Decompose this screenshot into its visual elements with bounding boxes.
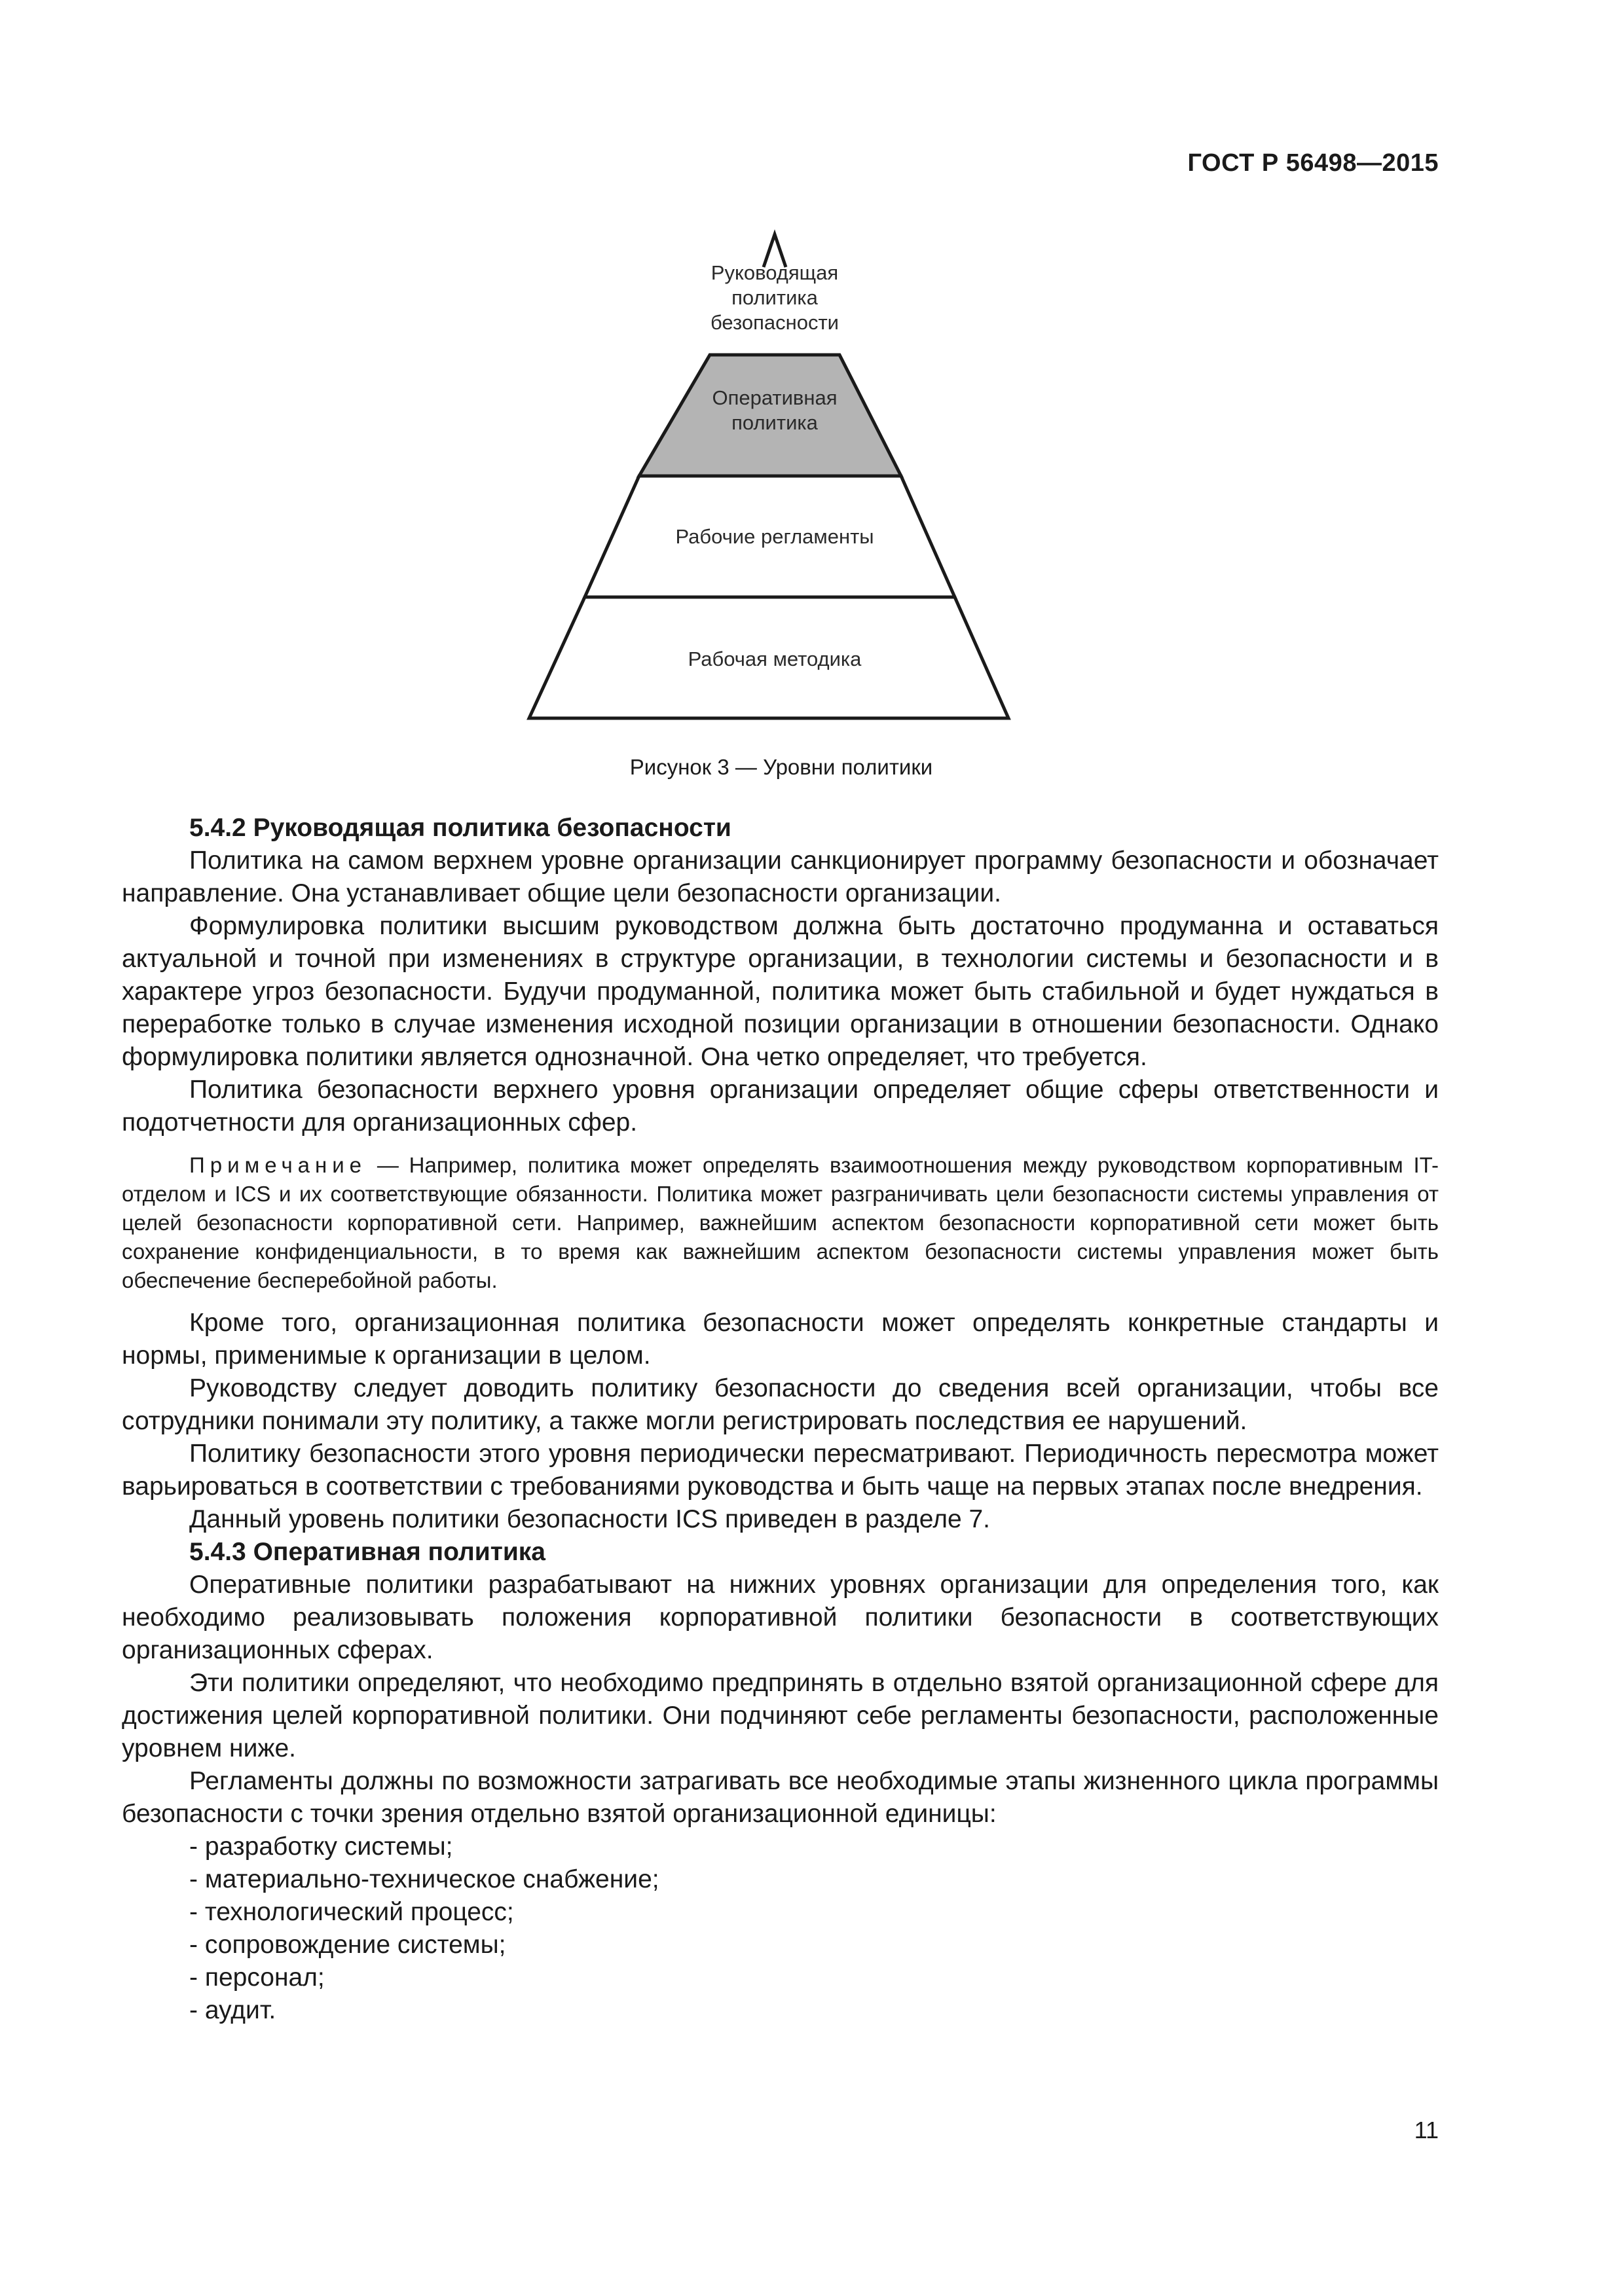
pyramid-label-work-regulations: Рабочие регламенты [675,525,874,548]
note-text: — Например, политика может определять взаимоотношения между руководством корпоративным IT-отделом и ICS и их соответствующие обязанности. Политика может разграничивать цели безопасности системы управления от целей безопасности корпоративной сети. Например, важнейшим аспектом безопасности корпоративной сети может быть сохранение конфиденциальности, в то время как важнейшим аспектом безопасности системы управления может быть обеспечение бесперебойной работы. [122,1153,1439,1292]
pyramid-label-work-methodology: Рабочая методика [688,647,862,670]
paragraph: Данный уровень политики безопасности ICS приведен в разделе 7. [189,1505,990,1533]
list-item: - разработку системы; [189,1832,453,1861]
paragraph: Политика на самом верхнем уровне организации санкционирует программу безопасности и обозначает направление. Она устанавливает общие цели безопасности организации. [122,847,1439,907]
paragraph: Формулировка политики высшим руководством должна быть достаточно продуманна и оставаться актуальной и точной при изменениях в структуре организации, в технологии системы и безопасности и в характере угроз безопасности. Будучи продуманной, политика может быть стабильной и будет нуждаться в переработке только в случае изменения исходной позиции организации в отношении безопасности. Однако формулировка политики является однозначной. Она четко определяет, что требуется. [122,912,1439,1071]
document-header: ГОСТ Р 56498—2015 [1187,149,1439,177]
figure-caption: Рисунок 3 — Уровни политики [629,755,933,779]
pyramid-label-guiding-line3: безопасности [710,311,839,334]
note [122,1151,1439,1295]
list-item: - аудит. [189,1996,276,2024]
paragraph: Руководству следует доводить политику безопасности до сведения всей организации, чтобы все сотрудники понимали эту политику, а также могли регистрировать последствия ее нарушений. [122,1374,1439,1435]
list-item: - сопровождение системы; [189,1931,506,1959]
paragraph: Политика безопасности верхнего уровня организации определяет общие сферы ответственности и подотчетности для организационных сфер. [122,1076,1439,1137]
list-item: - персонал; [189,1963,325,1992]
paragraph: Оперативные политики разрабатывают на нижних уровнях организации для определения того, как необходимо реализовывать положения корпоративной политики безопасности в соответствующих организационных сферах. [122,1571,1439,1664]
pyramid-label-guiding-line1: Руководящая [710,261,839,284]
list-item: - материально-техническое снабжение; [189,1865,659,1893]
document-body [122,812,1439,2027]
section-heading-5-4-3: 5.4.3 Оперативная политика [189,1538,546,1566]
list-item: - технологический процесс; [189,1898,514,1926]
paragraph: Кроме того, организационная политика безопасности может определять конкретные стандарты и нормы, применимые к организации в целом. [122,1309,1439,1370]
section-heading-5-4-2: 5.4.2 Руководящая политика безопасности [189,814,731,842]
paragraph: Политику безопасности этого уровня периодически пересматривают. Периодичность пересмотра может варьироваться в соответствии с требованиями руководства и быть чаще на первых этапах после внедрения. [122,1440,1439,1501]
policy-levels-pyramid [485,223,1074,733]
paragraph: Регламенты должны по возможности затрагивать все необходимые этапы жизненного цикла программы безопасности с точки зрения отдельно взятой организационной единицы: [122,1767,1439,1828]
pyramid-label-operational-line2: политика [731,411,818,434]
paragraph: Эти политики определяют, что необходимо предпринять в отдельно взятой организационной сфере для достижения целей корпоративной политики. Они подчиняют себе регламенты безопасности, расположенные уровнем ниже. [122,1669,1439,1762]
page-number: 11 [1414,2117,1439,2143]
note-label: Примечание [189,1153,367,1177]
pyramid-label-guiding-line2: политика [731,286,818,309]
pyramid-label-operational-line1: Оперативная [712,386,838,409]
